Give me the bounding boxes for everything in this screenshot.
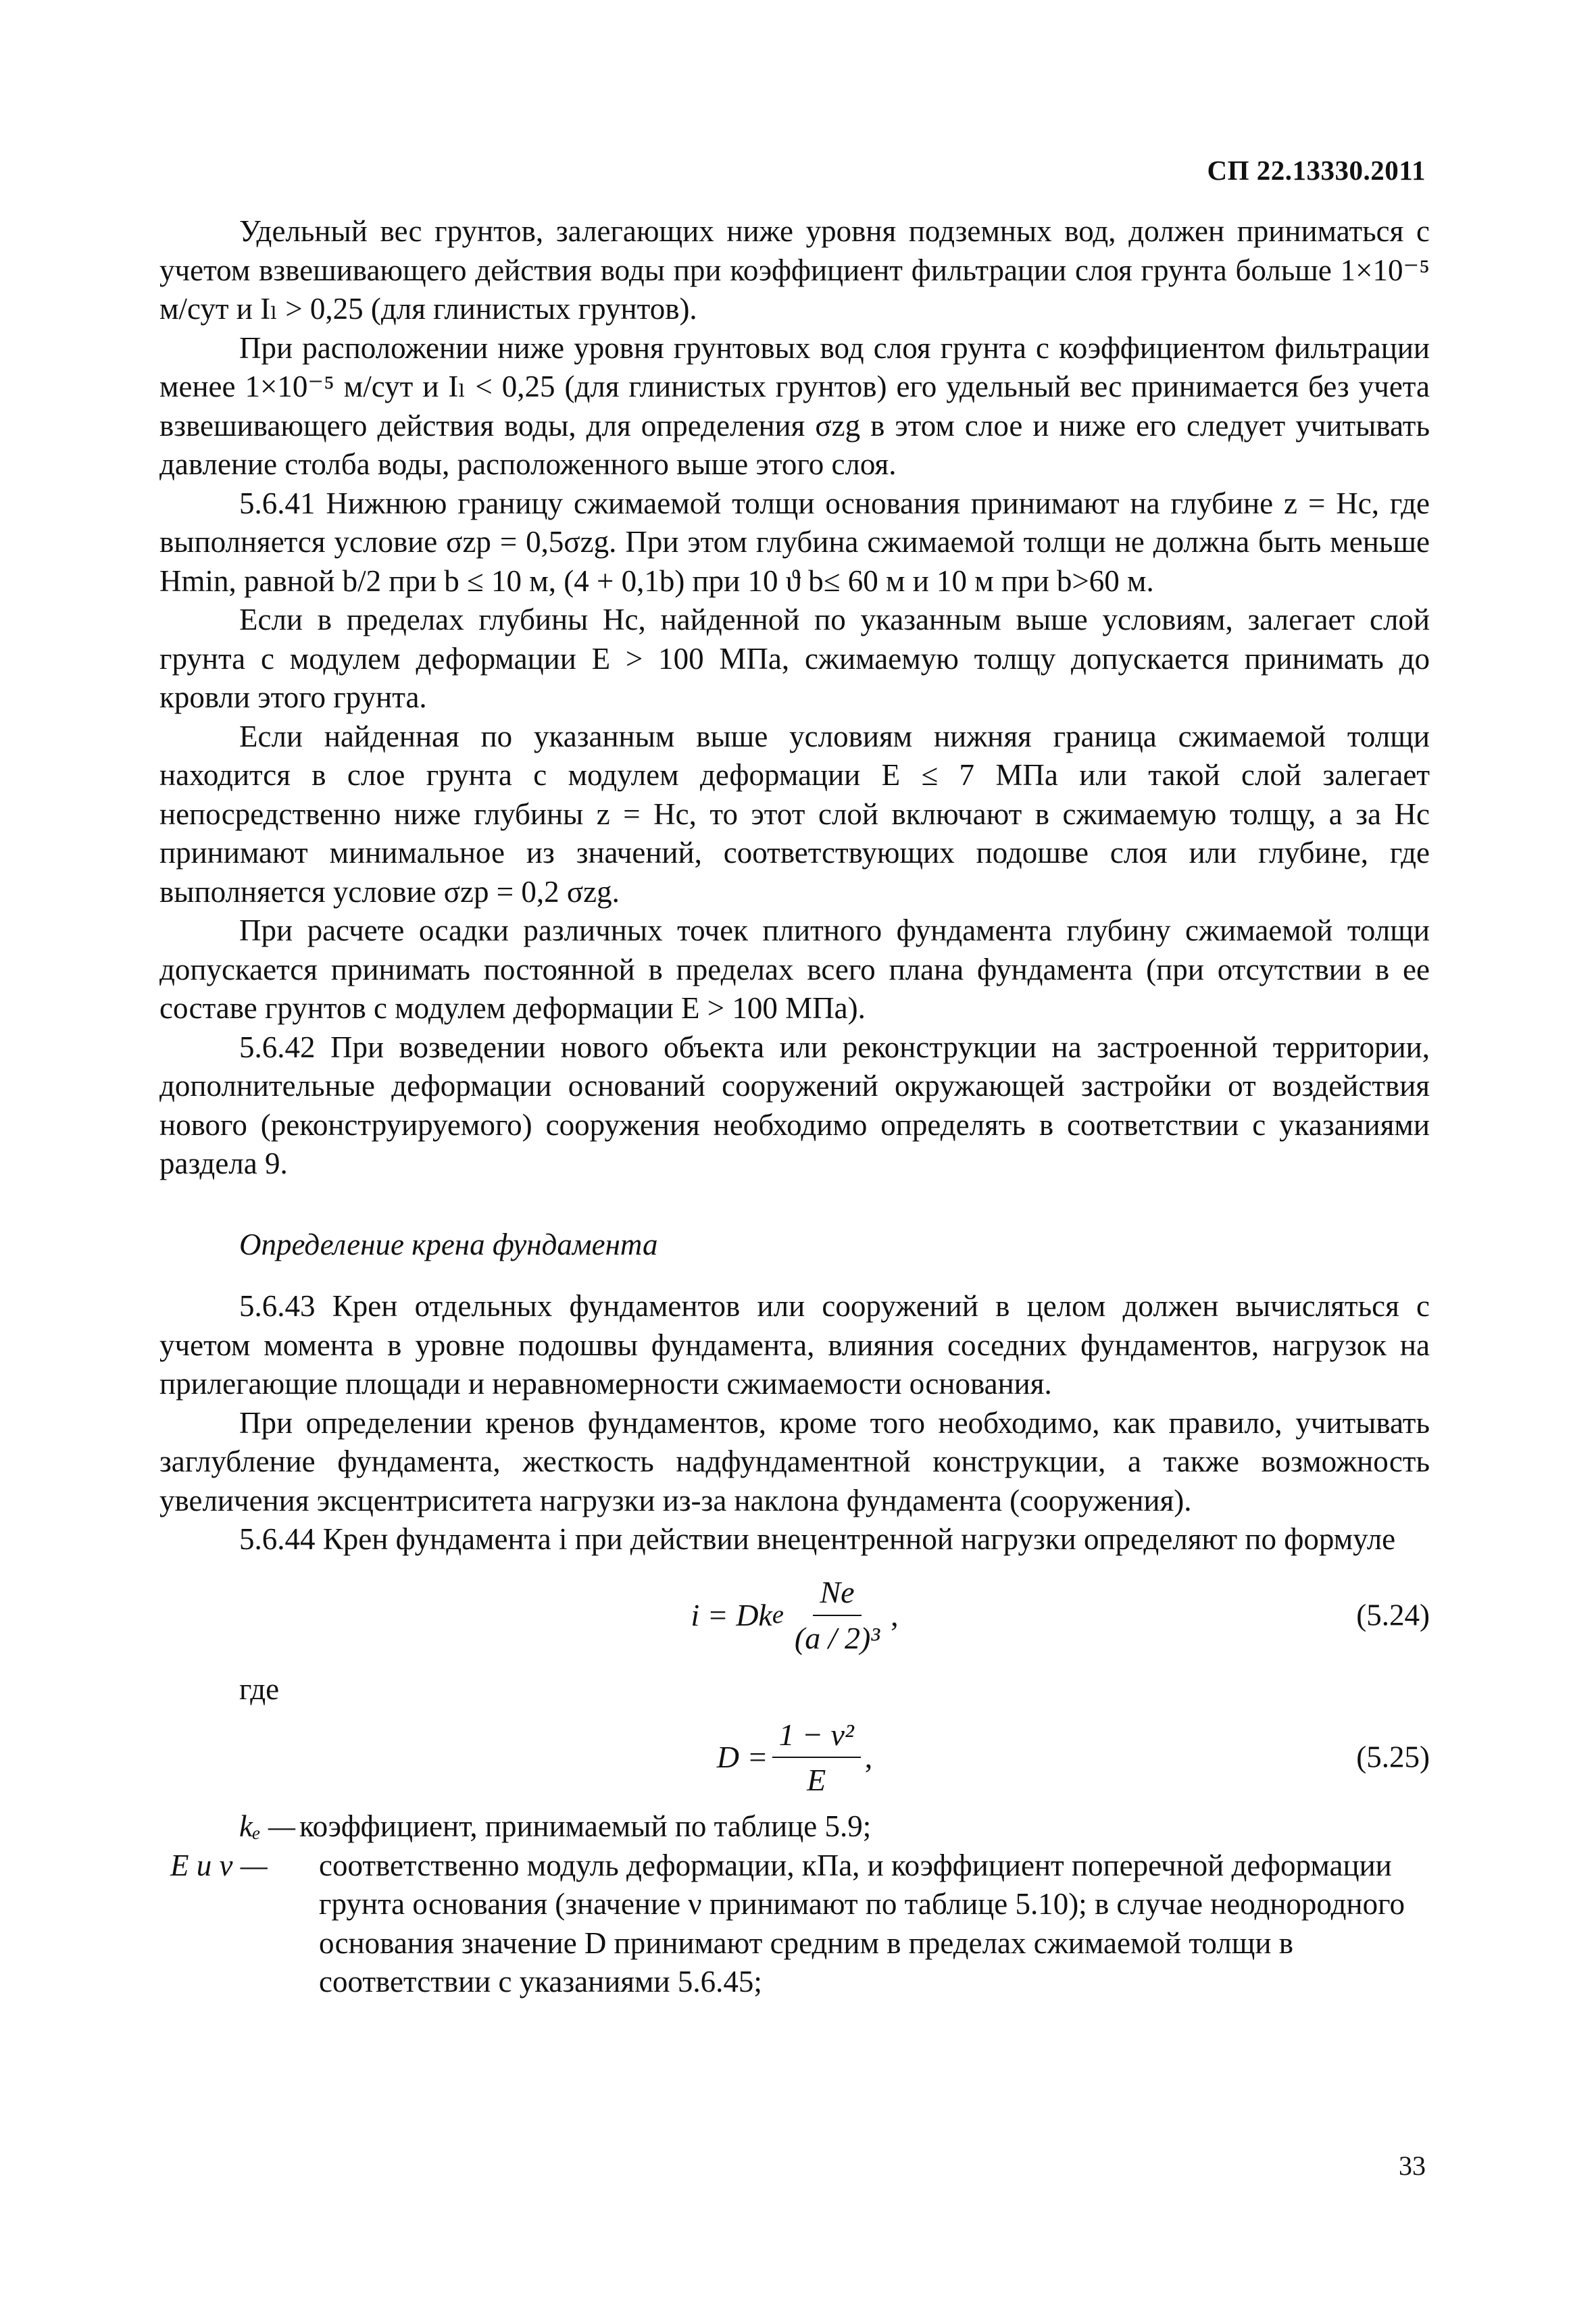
- definitions-list: [159, 1807, 1430, 2002]
- document-body: [159, 212, 1430, 2002]
- formula-denominator: (a / 2)³: [794, 1620, 880, 1655]
- definition-text: соответственно модуль деформации, кПа, и коэффициент поперечной деформации грунта основания (значение ν принимают по таблице 5.10); в случае неоднородного основания значение D принимают средним в пределах сжимаемой толщи в соответствии с указаниями 5.6.45;: [319, 1848, 1405, 1998]
- paragraph: Если найденная по указанным выше условиям нижняя граница сжимаемой толщи находится в слое грунта с модулем деформации E ≤ 7 МПа или такой слой залегает непосредственно ниже глубины z = Hc, то этот слой включают в сжимаемую толщу, а за Hc принимают минимальное из значений, соответствующих подошве слоя или глубине, где выполняется условие σzp = 0,2 σzg.: [159, 719, 1430, 909]
- page-number: 33: [1399, 2150, 1426, 2181]
- formula-5-25: [159, 1711, 1430, 1803]
- formula-numerator: Ne: [813, 1573, 861, 1616]
- formula-tail: ,: [864, 1740, 873, 1775]
- formula-subscript: e: [772, 1600, 784, 1629]
- paragraph: При расположении ниже уровня грунтовых вод слоя грунта с коэффициентом фильтрации менее 1×10⁻⁵ м/сут и Iₗ < 0,25 (для глинистых грунтов) его удельный вес принимается без учета взвешивающего действия воды, для определения σzg в этом слое и ниже его следует учитывать давление столба воды, расположенного выше этого слоя.: [159, 330, 1430, 481]
- paragraph: При определении кренов фундаментов, кроме того необходимо, как правило, учитывать заглубление фундамента, жесткость надфундаментной конструкции, а также возможность увеличения эксцентриситета нагрузки из-за наклона фундамента (сооружения).: [159, 1405, 1430, 1517]
- definition-term: E и ν —: [170, 1848, 268, 1882]
- formula-numerator: 1 − ν²: [772, 1715, 861, 1759]
- section-heading: Определение крена фундамента: [239, 1227, 658, 1261]
- paragraph-5-6-41: 5.6.41 Нижнюю границу сжимаемой толщи основания принимают на глубине z = Hc, где выполняется условие σzp = 0,5σzg. При этом глубина сжимаемой толщи не должна быть меньше Hmin, равной b/2 при b ≤ 10 м, (4 + 0,1b) при 10 ϑ b≤ 60 м и 10 м при b>60 м.: [159, 486, 1430, 598]
- formula-lhs: D =: [716, 1740, 768, 1775]
- document-code-header: СП 22.13330.2011: [1207, 155, 1426, 186]
- where-label: где: [239, 1671, 280, 1706]
- paragraph: При расчете осадки различных точек плитного фундамента глубину сжимаемой толщи допускается принимать постоянной в пределах всего плана фундамента (при отсутствии в ее составе грунтов с модулем деформации E > 100 МПа).: [159, 913, 1430, 1025]
- definition-text: коэффициент, принимаемый по таблице 5.9;: [299, 1809, 872, 1843]
- definition-item: [159, 1807, 1430, 1846]
- paragraph-5-6-44: 5.6.44 Крен фундамента i при действии внецентренной нагрузки определяют по формуле: [239, 1522, 1396, 1556]
- formula-number: (5.24): [1356, 1597, 1430, 1632]
- paragraph: Если в пределах глубины Hc, найденной по указанным выше условиям, залегает слой грунта с модулем деформации E > 100 МПа, сжимаемую толщу допускается принимать до кровли этого грунта.: [159, 603, 1430, 714]
- definition-item: [159, 1846, 1430, 2002]
- formula-5-24: [159, 1565, 1430, 1666]
- formula-denominator: E: [807, 1763, 826, 1797]
- paragraph-5-6-43: 5.6.43 Крен отдельных фундаментов или сооружений в целом должен вычисляться с учетом момента в уровне подошвы фундамента, влияния соседних фундаментов, нагрузок на прилегающие площади и неравномерности сжимаемости основания.: [159, 1289, 1430, 1401]
- formula-tail: ,: [891, 1597, 899, 1632]
- formula-number: (5.25): [1356, 1740, 1430, 1774]
- formula-fraction: [788, 1573, 887, 1657]
- formula-fraction: [772, 1715, 861, 1800]
- paragraph-5-6-42: 5.6.42 При возведении нового объекта или реконструкции на застроенной территории, дополнительные деформации оснований сооружений окружающей застройки от воздействия нового (реконструируемого) сооружения необходимо определять в соответствии с указаниями раздела 9.: [159, 1030, 1430, 1180]
- definition-term: kₑ —: [239, 1809, 296, 1843]
- paragraph: Удельный вес грунтов, залегающих ниже уровня подземных вод, должен приниматься с учетом взвешивающего действия воды при коэффициент фильтрации слоя грунта больше 1×10⁻⁵ м/сут и Iₗ > 0,25 (для глинистых грунтов).: [159, 214, 1430, 326]
- formula-lhs: i = Dk: [691, 1597, 772, 1632]
